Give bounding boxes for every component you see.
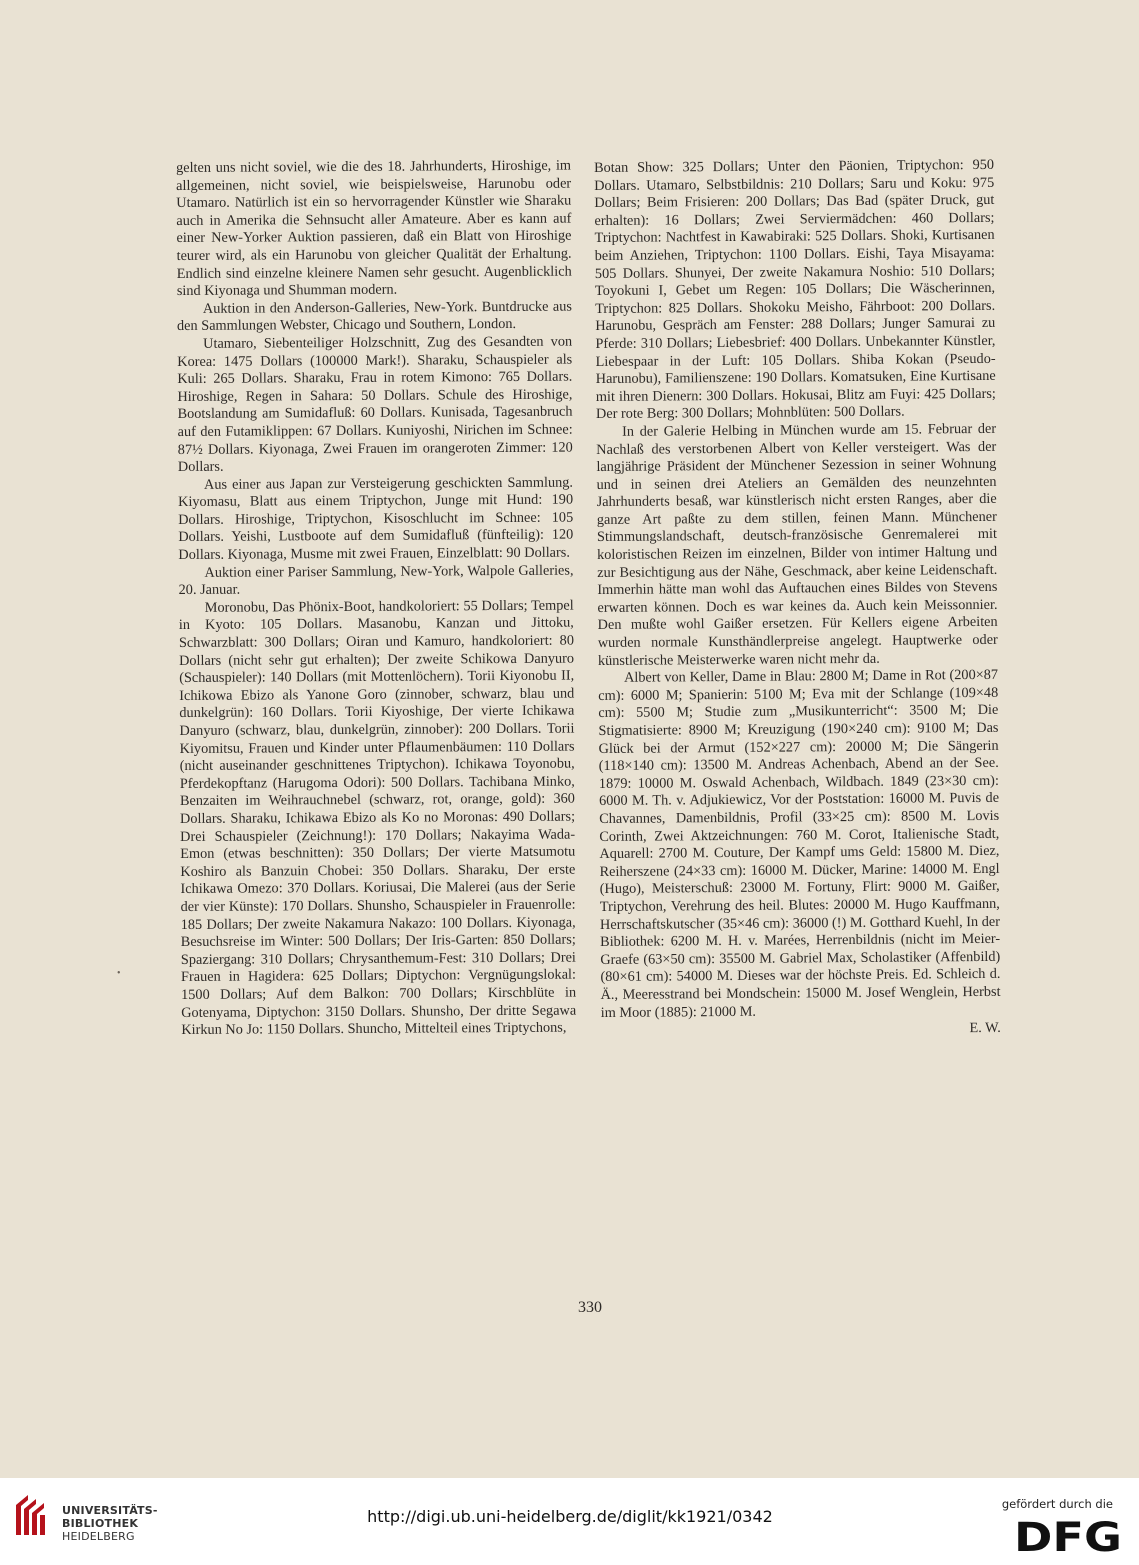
page-number: 330 — [578, 1299, 602, 1316]
funded-by-label: gefördert durch die — [1001, 1497, 1113, 1511]
paragraph: Botan Show: 325 Dollars; Unter den Päonien, Triptychon: 950 Dollars. Utamaro, Selbstbildnis: 210 Dollars; Saru und Koku: 975 Dollars; Beim Frisieren: 200 Dollars; Das Bad (später Druck, gut erhalten): 16 Dollars; Zwei Serviermädchen: 460 Dollars; Triptychon: Nachtfest in Kawabiraki: 525 Dollars. Shoki, Kurtisanen beim Anziehen, Triptychon: 1100 Dollars. Eishi, Taya Misayama: 505 Dollars. Shunyei, Der zweite Nakamura Noshio: 510 Dollars; Toyokuni I, Gebet um Regen: 105 Dollars; Die Wäscherinnen, Triptychon: 825 Dollars. Shokoku Meisho, Fährboot: 200 Dollars. Harunobu, Gespräch am Fenster: 288 Dollars; Junger Samurai zu Pferde: 310 Dollars; Liebesbrief: 400 Dollars. Unbekannter Künstler, Liebespaar in der Luft: 105 Dollars. Shiba Kokan (Pseudo-Harunobu), Familienszene: 190 Dollars. Komatsuken, Eine Kurtisane mit ihren Dienern: 300 Dollars. Hokusai, Blitz am Fuyi: 425 Dollars; Der rote Berg: 300 Dollars; Mohnblüten: 500 Dollars. — [594, 156, 996, 423]
library-name-line: BIBLIOTHEK — [62, 1517, 139, 1530]
university-library-name — [62, 1504, 158, 1543]
dfg-logo-icon[interactable] — [1014, 1516, 1124, 1556]
viewer-footer — [0, 1478, 1139, 1565]
library-name-line: HEIDELBERG — [62, 1530, 135, 1543]
paragraph: Albert von Keller, Dame in Blau: 2800 M; Dame in Rot (200×87 cm): 6000 M; Spanierin: 5100 M; Eva mit der Schlange (109×48 cm): 5500 M; Studie zum „Musikunterricht“: 3500 M; Die Stigmatisierte: 8900 M; Kreuzigung (190×240 cm): 9100 M; Das Glück bei der Armut (152×227 cm): 20000 M; Die Sängerin (118×140 cm): 13500 M. Andreas Achenbach, Abend an der See. 1879: 10000 M. Oswald Achenbach, Wildbach. 1849 (23×30 cm): 6000 M. Th. v. Adjukiewicz, Vor der Poststation: 16000 M. Puvis de Chavannes, Damenbildnis, Profil (33×25 cm): 8500 M. Lovis Corinth, Zwei Aktzeichnungen: 760 M. Corot, Italienische Stadt, Aquarell: 2700 M. Couture, Der Kampf ums Geld: 15800 M. Diez, Reiherszene (24×33 cm): 16000 M. Dücker, Marine: 14000 M. Engl (Hugo), Meisterschuß: 23000 M. Fortuny, Flirt: 9000 M. Gaißer, Triptychon, Verehrung des heil. Blutes: 20000 M. Hugo Kauffmann, Herrschaftskutscher (35×46 cm): 36000 (!) M. Gotthard Kuehl, In der Bibliothek: 6200 M. H. v. Marées, Herrenbildnis (nicht im Meier-Graefe (63×50 cm): 35500 M. Gabriel Max, Scholastiker (Affenbild) (80×61 cm): 54000 M. Dieses war der höchste Preis. Ed. Schleich d. Ä., Meeresstrand bei Mondschein: 15000 M. Josef Wenglein, Herbst im Moor (1885): 21000 M. — [598, 667, 1001, 1021]
paragraph: Auktion in den Anderson-Galleries, New-York. Buntdrucke aus den Sammlungen Webster, Chicago und Southern, London. — [176, 298, 572, 335]
library-name-line: UNIVERSITÄTS- — [62, 1504, 158, 1517]
dfg-logo-text: DFG — [1014, 1516, 1122, 1556]
paragraph: Aus einer aus Japan zur Versteigerung geschickten Sammlung. Kiyomasu, Blatt aus einem Triptychon, Junge mit Hund: 190 Dollars. Hiroshige, Triptychon, Kisoschlucht im Schnee: 105 Dollars. Yeishi, Lustboote auf dem Sumidafluß (fünfteilig): 120 Dollars. Kiyonaga, Musme mit zwei Frauen, Einzelblatt: 90 Dollars. — [178, 474, 574, 564]
permalink-url[interactable]: http://digi.ub.uni-heidelberg.de/diglit/kk1921/0342 — [367, 1507, 773, 1526]
left-text-column — [176, 158, 576, 1040]
paragraph: Utamaro, Siebenteiliger Holzschnitt, Zug des Gesandten von Korea: 1475 Dollars (100000 Mark!). Sharaku, Schauspieler als Kuli: 265 Dollars. Sharaku, Frau in rotem Kimono: 765 Dollars. Hiroshige, Regen in Sahara: 50 Dollars. Schule des Hiroshige, Bootslandung am Sumidafluß: 60 Dollars. Kunisada, Tagesanbruch auf den Futamiklippen: 67 Dollars. Kuniyoshi, Nirichen im Schnee: 87½ Dollars. Kiyonaga, Zwei Frauen im orangeroten Zimmer: 120 Dollars. — [177, 333, 573, 476]
author-signature: E. W. — [969, 1019, 1001, 1037]
paragraph: Moronobu, Das Phönix-Boot, handkoloriert: 55 Dollars; Tempel in Kyoto: 105 Dollars. Masanobu, Kanzan und Jittoku, Schwarzblatt: 300 Dollars; Oiran und Kamuro, handkoloriert: 80 Dollars (nicht sehr gut erhalten); Der zweite Schikowa Danyuro (Schauspieler): 140 Dollars (mit Mottenlöchern). Torii Kiyonobu II, Ichikowa Ebizo als Yanone Goro (zinnober, schwarz, blau und dunkelgrün): 160 Dollars. Torii Kiyoshige, Der vierte Ichikawa Danyuro (schwarz, blau, dunkelgrün, zinnober): 200 Dollars. Torii Kiyomitsu, Frauen und Kinder unter Pflaumenbäumen: 110 Dollars (nicht auseinander geschnittenes Triptychon). Ichikawa Toyonobu, Pferdekopftanz (Harugoma Odori): 500 Dollars. Tachibana Minko, Benzaiten im Weihrauchnebel (schwarz, rot, orange, gold): 360 Dollars. Sharaku, Ichikawa Ebizo als Ko no Moronas: 490 Dollars; Drei Schauspieler (Zeichnung!): 170 Dollars; Nakayima Wada-Emon (etwas beschnitten): 350 Dollars; Der vierte Matsumotu Koshiro als Banzuin Chobei: 350 Dollars. Sharaku, Der erste Ichikawa Omezo: 370 Dollars. Koriusai, Die Malerei (aus der Serie der vier Künste): 170 Dollars. Shunsho, Schauspieler in Frauenrolle: 185 Dollars; Der zweite Nakamura Nakazo: 100 Dollars. Kiyonaga, Besuchsreise im Winter: 500 Dollars; Der Iris-Garten: 850 Dollars; Spaziergang: 310 Dollars; Chrysanthemum-Fest: 310 Dollars; Drei Frauen in Hagidera: 625 Dollars; Diptychon: Vergnügungslokal: 1500 Dollars; Auf dem Balkon: 700 Dollars; Kirschblüte in Gotenyama, Diptychon: 3150 Dollars. Shunsho, Der dritte Segawa Kirkun No Jo: 1150 Dollars. Shuncho, Mittelteil eines Triptychons, — [178, 597, 577, 1039]
paragraph: Auktion einer Pariser Sammlung, New-York, Walpole Galleries, 20. Januar. — [178, 562, 574, 599]
right-text-column — [594, 157, 1001, 1041]
paragraph: gelten uns nicht soviel, wie die des 18. Jahrhunderts, Hiroshige, im allgemeinen, nicht soviel, wie beispielsweise, Harunobu oder Utamaro. Natürlich ist ein so hervorragender Künstler wie Sharaku auch in Amerika die Sehnsucht aller Amateure. Aber es kann auf einer New-Yorker Auktion passieren, daß ein Blatt von Hiroshige teurer wird, als ein Harunobu von gleicher Qualität der Erhaltung. Endlich sind einzelne kleinere Namen sehr gesucht. Augenblicklich sind Kiyonaga und Shumman modern. — [176, 157, 572, 300]
margin-mark: • — [117, 968, 121, 979]
paragraph: In der Galerie Helbing in München wurde am 15. Februar der Nachlaß des verstorbenen Albert von Keller versteigert. Was der langjährige Präsident der Münchener Sezession in seiner Wohnung und in seinen drei Ateliers an Gemälden des neunzehnten Jahrhunderts besaß, war künstlerisch nicht ersten Ranges, aber die ganze Art paßte zu dem stillen, feinen Mann. Münchener Stimmungslandschaft, deutsch-französische Genremalerei mit koloristischen Reizen im einzelnen, Bilder von intimer Haltung und zur Besichtigung aus der Nähe, Geschmack, aber keine Leidenschaft. Immerhin hätte man wohl das Auftauchen eines Bildes von Stevens erwarten können. Doch es war keines da. Auch kein Meissonnier. Den mußte wohl Gaißer ersetzen. Für Kellers eigene Arbeiten wurden normale Kunsthändlerpreise angelegt. Hauptwerke oder künstlerische Meisterwerke waren nicht mehr da. — [596, 420, 998, 669]
university-library-logo-icon[interactable] — [12, 1491, 52, 1541]
